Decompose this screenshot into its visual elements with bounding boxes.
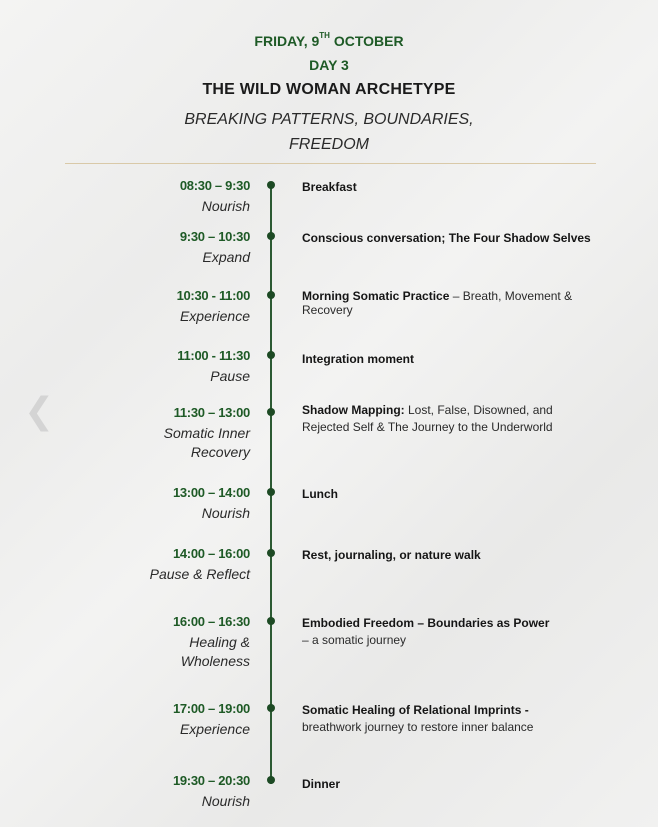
schedule-label: Nourish	[201, 793, 250, 809]
timeline-dot	[267, 704, 275, 712]
day-label: DAY 3	[309, 57, 349, 73]
day-title: THE WILD WOMAN ARCHETYPE	[202, 81, 456, 98]
schedule-label: Expand	[202, 249, 250, 265]
schedule-description	[302, 776, 592, 793]
schedule-label: Nourish	[201, 198, 250, 214]
schedule-label: Pause & Reflect	[149, 566, 250, 582]
previous-arrow-icon[interactable]: ❮	[24, 390, 55, 431]
date-month: OCTOBER	[329, 33, 404, 49]
schedule-label: Nourish	[201, 505, 250, 521]
schedule-time: 14:00 – 16:00	[172, 546, 250, 561]
timeline-dot	[267, 549, 275, 557]
timeline-dot	[267, 291, 275, 299]
schedule-label: Somatic Inner Recovery	[163, 425, 250, 460]
schedule-description	[302, 402, 592, 436]
timeline-line	[270, 184, 272, 784]
schedule-description	[302, 179, 592, 196]
timeline-dot	[267, 776, 275, 784]
schedule-time: 17:00 – 19:00	[172, 701, 250, 716]
schedule-description	[302, 615, 592, 649]
schedule-title: Morning Somatic Practice	[302, 289, 450, 303]
schedule-label: Experience	[179, 308, 250, 324]
timeline-dot	[267, 408, 275, 416]
timeline-dot	[267, 181, 275, 189]
schedule-title: Rest, journaling, or nature walk	[302, 548, 481, 562]
schedule-title: Dinner	[302, 777, 341, 791]
timeline-dot	[267, 488, 275, 496]
schedule-title: Somatic Healing of Relational Imprints -	[302, 703, 529, 717]
schedule-description	[302, 289, 592, 317]
schedule-description	[302, 486, 592, 503]
schedule-description	[302, 547, 592, 564]
schedule-title: Breakfast	[302, 180, 357, 194]
event-date	[0, 33, 658, 49]
timeline-dot	[267, 232, 275, 240]
schedule-title: Shadow Mapping:	[302, 403, 405, 417]
schedule-description	[302, 230, 592, 247]
schedule-title: Lunch	[302, 487, 338, 501]
schedule-title: Embodied Freedom – Boundaries as Power	[302, 616, 550, 630]
schedule-time: 13:00 – 14:00	[172, 485, 250, 500]
schedule-time: 10:30 - 11:00	[176, 288, 250, 303]
schedule-description	[302, 702, 592, 736]
timeline-dot	[267, 617, 275, 625]
date-suffix-superscript: TH	[319, 31, 330, 40]
schedule-detail: – Breath, Movement & Recovery	[302, 289, 573, 317]
schedule-time: 16:00 – 16:30	[172, 614, 250, 629]
schedule-time: 08:30 – 9:30	[179, 178, 250, 193]
schedule-title: Conscious conversation; The Four Shadow Selves	[302, 231, 591, 245]
schedule-time: 11:00 - 11:30	[177, 348, 250, 363]
schedule-label: Pause	[210, 368, 250, 384]
header-divider	[65, 163, 596, 164]
date-day: FRIDAY, 9	[254, 33, 320, 49]
schedule-detail: – a somatic journey	[302, 633, 407, 647]
schedule-detail: Lost, False, Disowned, and Rejected Self & The Journey to the Underworld	[302, 403, 553, 434]
schedule-title: Integration moment	[302, 352, 415, 366]
schedule-label: Experience	[179, 721, 250, 737]
schedule-label: Healing & Wholeness	[180, 634, 250, 669]
schedule-time: 19:30 – 20:30	[172, 773, 250, 788]
timeline-dot	[267, 351, 275, 359]
day-subtitle: BREAKING PATTERNS, BOUNDARIES, FREEDOM	[184, 111, 474, 153]
schedule-detail: breathwork journey to restore inner balance	[302, 720, 534, 734]
schedule-time: 9:30 – 10:30	[179, 229, 250, 244]
schedule-time: 11:30 – 13:00	[173, 405, 250, 420]
schedule-description	[302, 351, 592, 368]
